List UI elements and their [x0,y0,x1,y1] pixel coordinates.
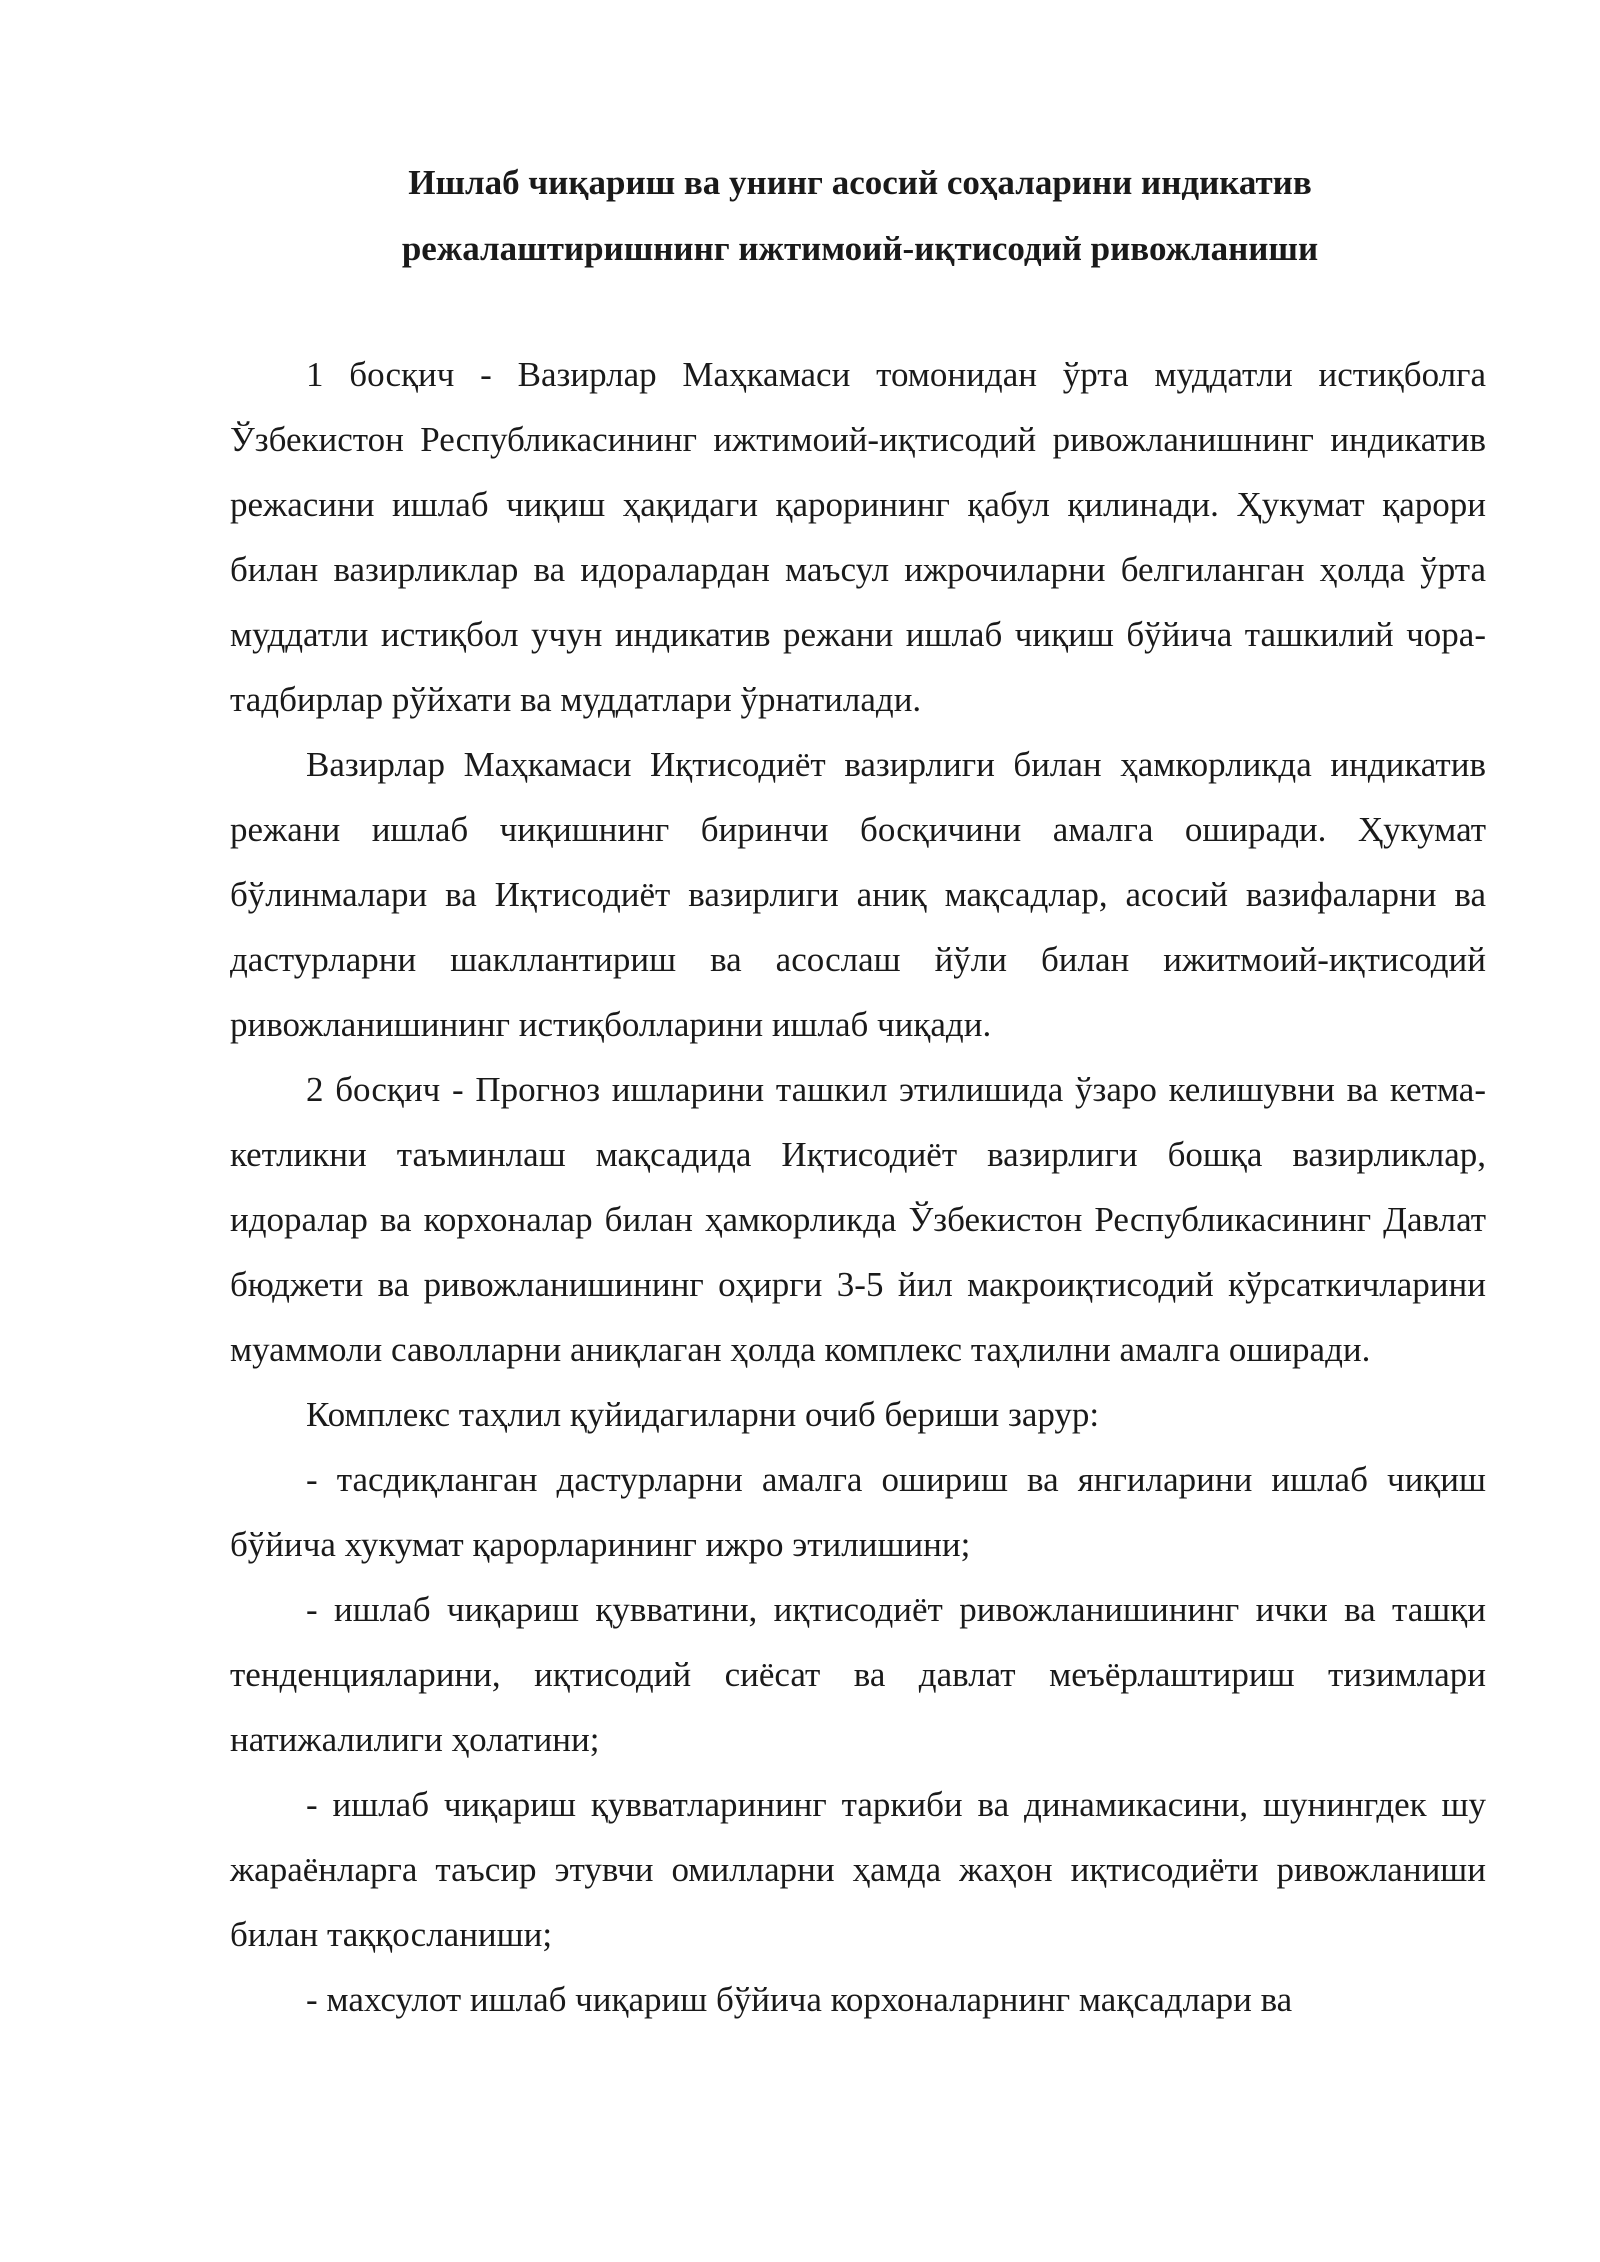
paragraph-stage-1: 1 босқич - Вазирлар Маҳкамаси томонидан ўрта муддатли истиқболга Ўзбекистон Республикасининг ижтимоий-иқтисодий ривожланишнинг индикатив режасини ишлаб чиқиш ҳақидаги қарорининг қабул қилинади. Ҳукумат қарори билан вазирликлар ва идоралардан маъсул ижрочиларни белгиланган ҳолда ўрта муддатли истиқбол учун индикатив режани ишлаб чиқиш бўйича ташкилий чора-тадбирлар рўйхати ва муддатлари ўрнатилади. [230,355,1486,719]
title-line-2: режалаштиришнинг ижтимоий-иқтисодий ривожланиши [401,229,1319,268]
list-item-production-capacity: - ишлаб чиқариш қувватини, иқтисодиёт ривожланишининг ички ва ташқи тенденцияларини, иқтисодий сиёсат ва давлат меъёрлаштириш тизимлари натижалилиги ҳолатини; [230,1590,1486,1759]
list-item-capacity-dynamics: - ишлаб чиқариш қувватларининг таркиби ва динамикасини, шунингдек шу жараёнларга таъсир этувчи омилларни ҳамда жаҳон иқтисодиёти ривожланиши билан таққосланиши; [230,1785,1486,1954]
paragraph-analysis-intro: Комплекс таҳлил қуйидагиларни очиб бериши зарур: [306,1395,1100,1434]
paragraph-stage-2: 2 босқич - Прогноз ишларини ташкил этилишида ўзаро келишувни ва кетма-кетликни таъминлаш мақсадида Иқтисодиёт вазирлиги бошқа вазирликлар, идоралар ва корхоналар билан ҳамкорликда Ўзбекистон Республикасининг Давлат бюджети ва ривожланишининг оҳирги 3-5 йил макроиқтисодий кўрсаткичларини муаммоли саволларни аниқлаган ҳолда комплекс таҳлилни амалга оширади. [230,1070,1486,1369]
title-line-1: Ишлаб чиқариш ва унинг асосий соҳаларини индикатив [408,163,1312,202]
list-item-enterprise-goals: - махсулот ишлаб чиқариш бўйича корхоналарнинг мақсадлари ва [306,1980,1293,2019]
list-item-programs: - тасдиқланган дастурларни амалга ошириш ва янгиларини ишлаб чиқиш бўйича хукумат қарорларининг ижро этилишини; [230,1460,1486,1564]
paragraph-ministry-cooperation: Вазирлар Маҳкамаси Иқтисодиёт вазирлиги билан ҳамкорликда индикатив режани ишлаб чиқишнинг биринчи босқичини амалга оширади. Ҳукумат бўлинмалари ва Иқтисодиёт вазирлиги аниқ мақсадлар, асосий вазифаларни ва дастурларни шакллантириш ва асослаш йўли билан ижитмоий-иқтисодий ривожланишининг истиқболларини ишлаб чиқади. [230,745,1486,1044]
document-body [230,342,1486,2032]
document-title [230,150,1490,282]
